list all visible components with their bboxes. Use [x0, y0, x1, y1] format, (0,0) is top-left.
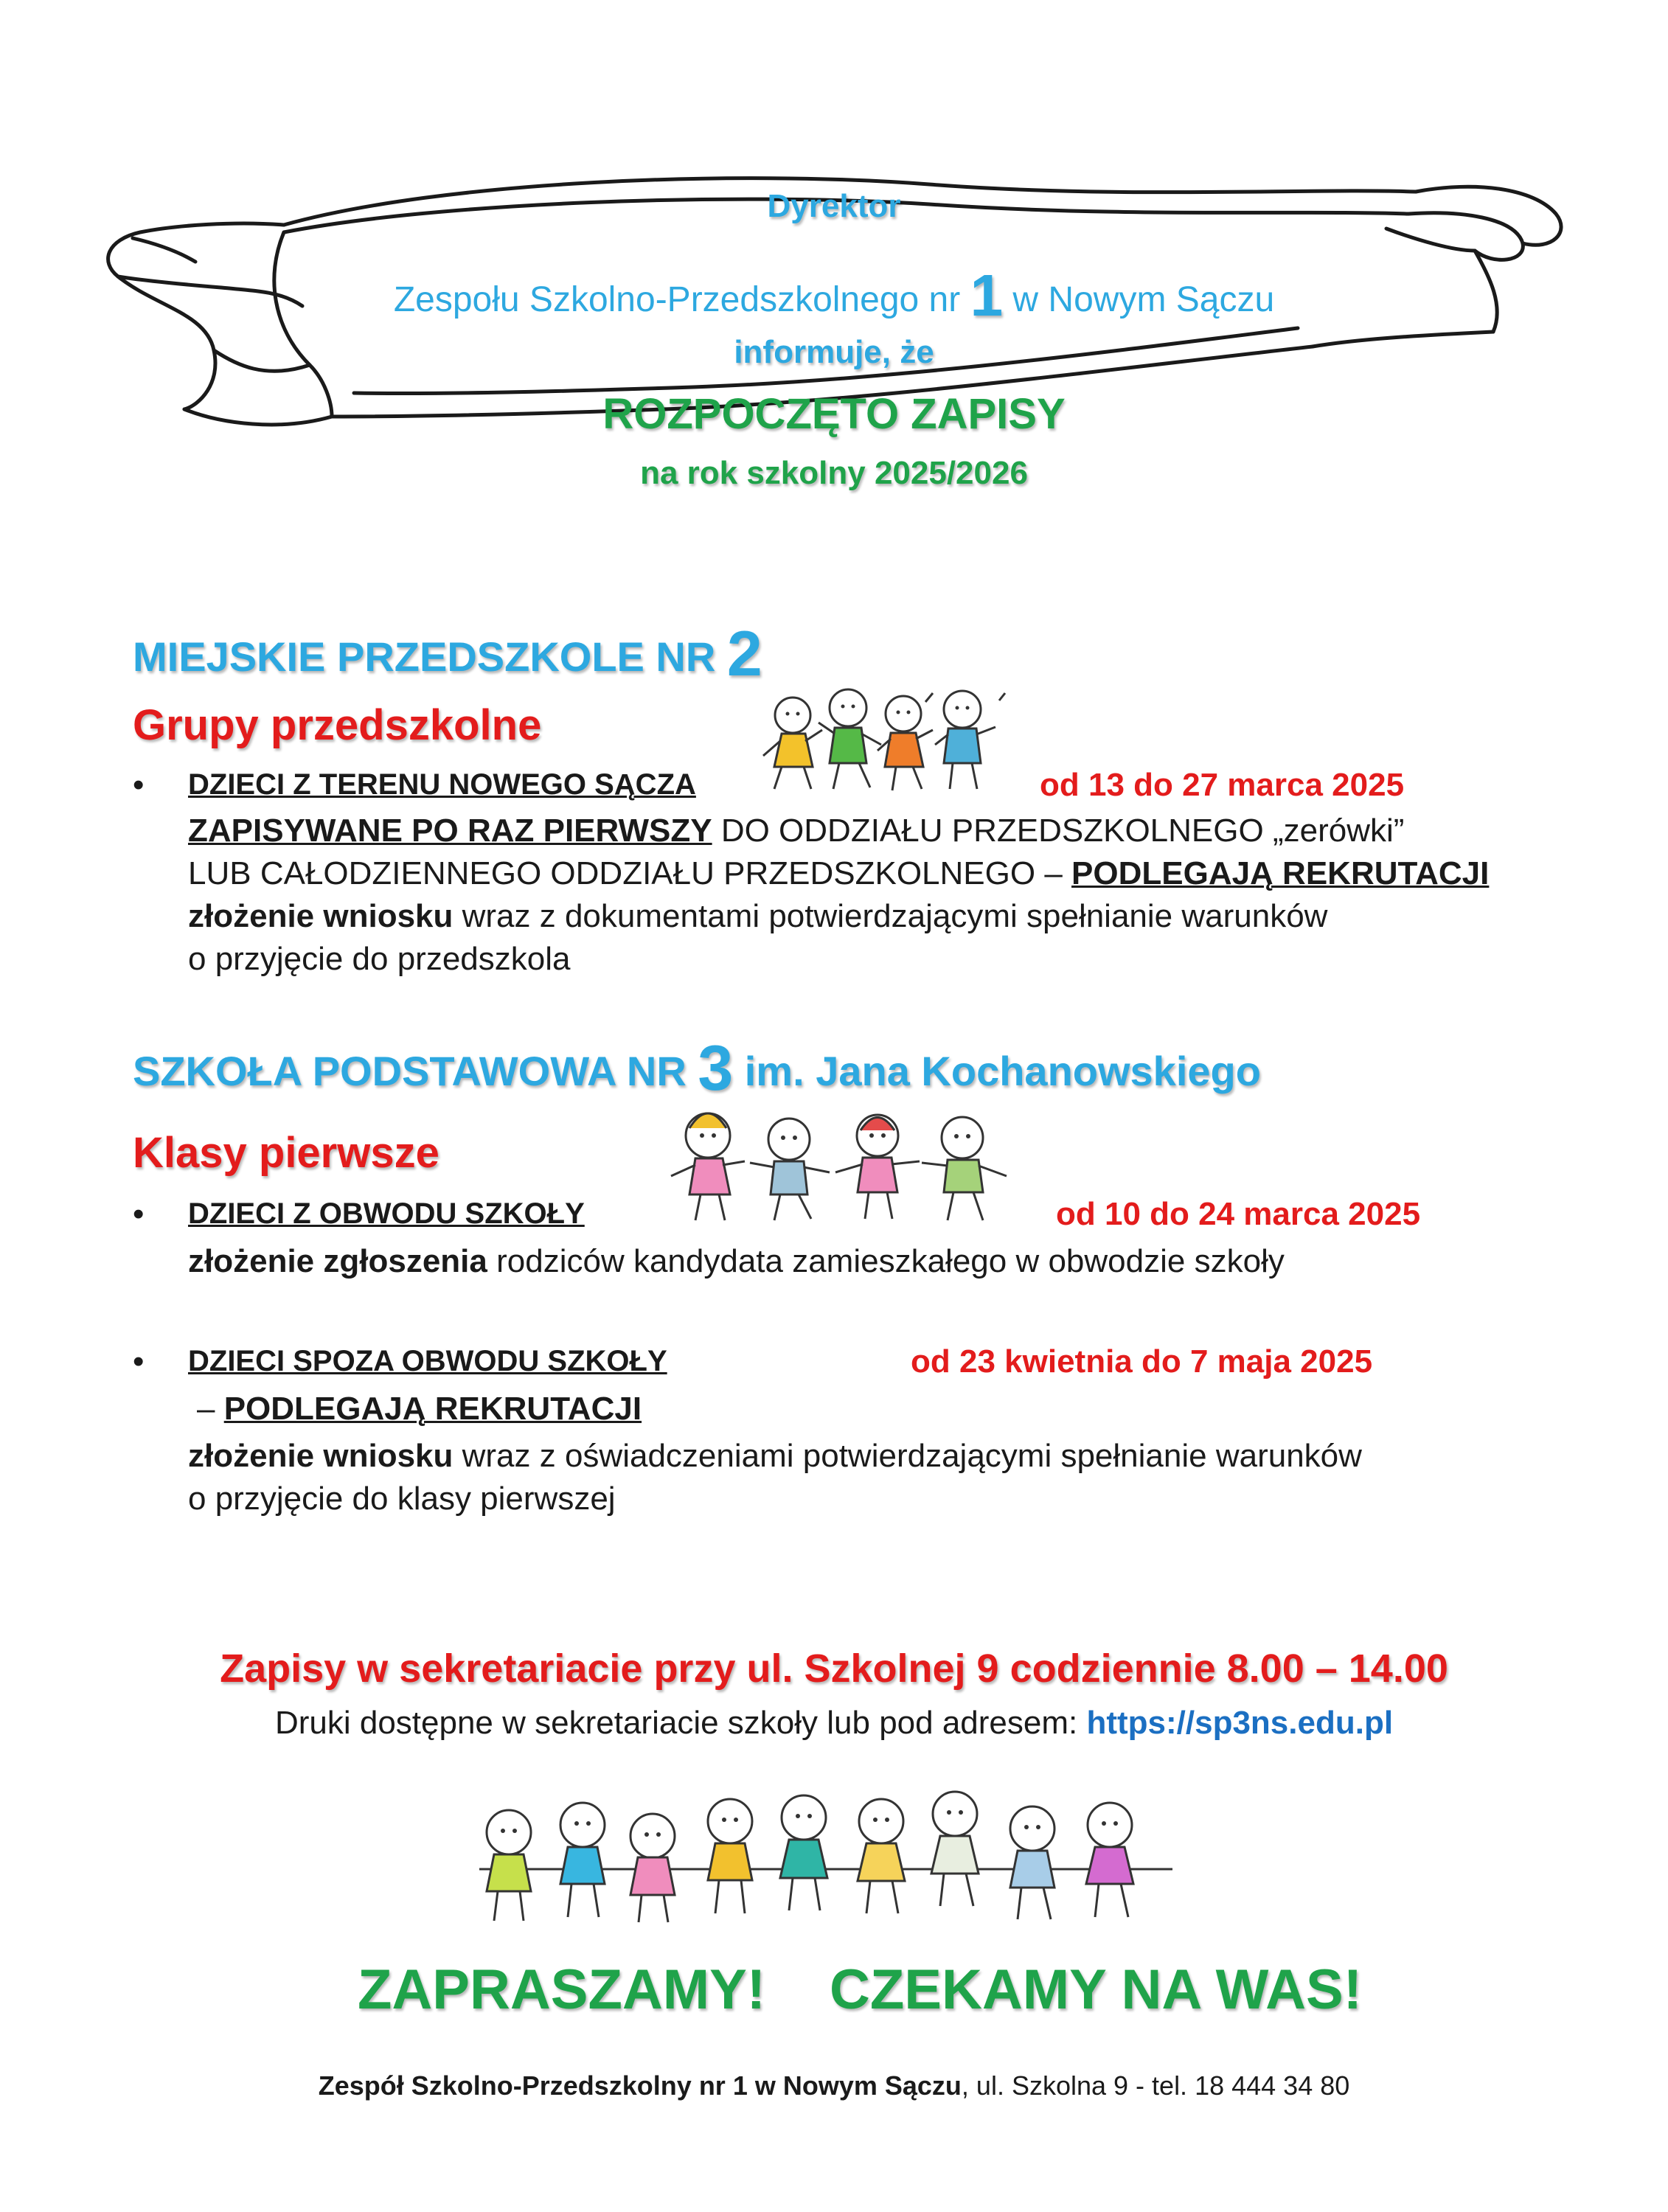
school-item1-application-text: rodziców kandydata zamieszkałego w obwodzie szkoły	[487, 1243, 1285, 1279]
school-item2-application-label: złożenie wniosku	[188, 1438, 454, 1474]
preschool-first-time-text: DO ODDZIAŁU PRZEDSZKOLNEGO „zerówki”	[712, 813, 1405, 849]
school-item1-application-label: złożenie zgłoszenia	[188, 1243, 487, 1279]
header-school-number: 1	[970, 262, 1004, 328]
preschool-line-first-time	[188, 810, 1489, 852]
school-item2-admission-line: o przyjęcie do klasy pierwszej	[188, 1481, 616, 1517]
school-title-pre: SZKOŁA PODSTAWOWA NR	[133, 1048, 687, 1094]
contact-details: , ul. Szkolna 9 - tel. 18 444 34 80	[961, 2070, 1350, 2101]
school-item2-label: DZIECI SPOZA OBWODU SZKOŁY	[188, 1345, 667, 1377]
school-item1-label: DZIECI Z OBWODU SZKOŁY	[188, 1197, 585, 1230]
preschool-subtitle: Grupy przedszkolne	[133, 701, 542, 749]
forms-info	[0, 1705, 1668, 1742]
preschool-recruitment-label: PODLEGAJĄ REKRUTACJI	[1071, 855, 1490, 891]
preschool-first-time-label: ZAPISYWANE PO RAZ PIERWSZY	[188, 813, 712, 849]
preschool-bullet: •	[133, 767, 145, 803]
school-title-post: im. Jana Kochanowskiego	[744, 1048, 1261, 1094]
school-item2-application-text: wraz z oświadczeniami potwierdzającymi spełnianie warunków	[453, 1438, 1362, 1474]
header-school-post: w Nowym Sączu	[1012, 280, 1275, 319]
preschool-title-pre: MIEJSKIE PRZEDSZKOLE NR	[133, 633, 716, 680]
school-item1-date: od 10 do 24 marca 2025	[1056, 1196, 1421, 1232]
contact-institution: Zespół Szkolno-Przedszkolny nr 1 w Nowym Sączu	[318, 2070, 962, 2101]
header-school-name	[0, 262, 1668, 330]
contact-line	[0, 2070, 1668, 2101]
preschool-item-date: od 13 do 27 marca 2025	[1040, 767, 1405, 803]
header-title: Dyrektor	[767, 188, 901, 224]
forms-info-text: Druki dostępne w sekretariacie szkoły lub pod adresem:	[274, 1705, 1087, 1741]
school-bullet-1: •	[133, 1196, 145, 1232]
preschool-line-application	[188, 895, 1489, 938]
school-item1-details	[188, 1240, 1285, 1283]
school-item2-recruitment-label: PODLEGAJĄ REKRUTACJI	[223, 1391, 642, 1427]
school-item2-dash: –	[197, 1391, 224, 1427]
school-title-number: 3	[698, 1033, 734, 1104]
closing-waiting: CZEKAMY NA WAS!	[830, 1958, 1362, 2021]
preschool-line-admission: o przyjęcie do przedszkola	[188, 941, 571, 977]
school-website-link[interactable]: https://sp3ns.edu.pl	[1086, 1705, 1394, 1741]
header-enrollment-started: ROZPOCZĘTO ZAPISY	[602, 390, 1066, 438]
school-item2-application-line	[188, 1435, 1362, 1478]
preschool-item-label: DZIECI Z TERENU NOWEGO SĄCZA	[188, 768, 696, 801]
kids-row-image	[660, 1102, 1021, 1228]
preschool-recruitment-text: LUB CAŁODZIENNEGO ODDZIAŁU PRZEDSZKOLNEGO –	[188, 855, 1072, 891]
preschool-line-recruitment	[188, 852, 1489, 895]
header-school-year: na rok szkolny 2025/2026	[640, 455, 1028, 491]
header-school-pre: Zespołu Szkolno-Przedszkolnego nr	[393, 280, 961, 319]
header-informs: informuje, że	[734, 334, 934, 370]
preschool-application-label: złożenie wniosku	[188, 898, 454, 934]
preschool-title-number: 2	[726, 619, 762, 689]
school-item2-recruitment-line	[188, 1388, 1362, 1430]
enrollment-hours: Zapisy w sekretariacie przy ul. Szkolnej 9 codziennie 8.00 – 14.00	[220, 1646, 1448, 1691]
section-preschool-title	[133, 618, 762, 691]
section-school-title	[133, 1032, 1261, 1105]
school-item2-date: od 23 kwietnia do 7 maja 2025	[911, 1343, 1373, 1380]
school-item2-details	[188, 1388, 1362, 1520]
kids-group-image	[760, 686, 1025, 796]
school-subtitle: Klasy pierwsze	[133, 1129, 439, 1177]
school-bullet-2: •	[133, 1343, 145, 1380]
closing-invite: ZAPRASZAMY!	[358, 1958, 766, 2021]
preschool-application-text: wraz z dokumentami potwierdzającymi spełnianie warunków	[453, 898, 1328, 934]
preschool-item-details	[188, 810, 1489, 981]
kids-chain-image	[465, 1781, 1187, 1928]
